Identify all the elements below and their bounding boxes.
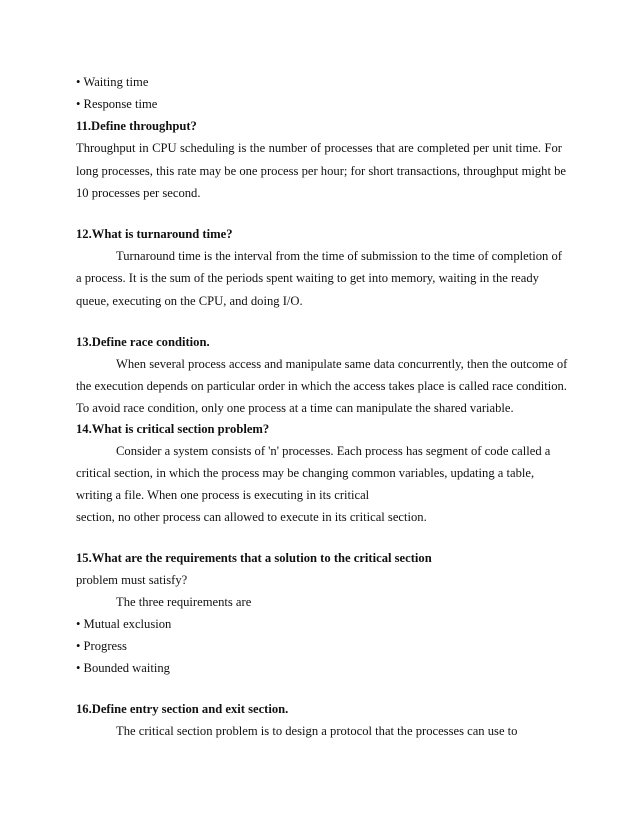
paragraph-line: the execution depends on particular order in which the access takes place is called race condition. [76,379,567,393]
heading-q15: 15.What are the requirements that a solution to the critical section [76,551,432,565]
paragraph-line: a process. It is the sum of the periods spent waiting to get into memory, waiting in the ready [76,271,539,285]
heading-q12: 12.What is turnaround time? [76,227,233,241]
paragraph-line: The three requirements are [116,595,252,609]
heading-q14: 14.What is critical section problem? [76,422,270,436]
paragraph-line: To avoid race condition, only one process at a time can manipulate the shared variable. [76,401,514,415]
heading-q16: 16.Define entry section and exit section. [76,702,289,716]
paragraph-line: Consider a system consists of 'n' processes. Each process has segment of code called a [116,444,551,458]
paragraph-line: queue, executing on the CPU, and doing I/O. [76,294,303,308]
paragraph-line: critical section, in which the process may be changing common variables, updating a table, [76,466,535,480]
heading-q13: 13.Define race condition. [76,335,210,349]
paragraph-line: problem must satisfy? [76,573,188,587]
bullet-mutual-exclusion: • Mutual exclusion [76,617,172,631]
paragraph-line: writing a file. When one process is executing in its critical [76,488,370,502]
bullet-waiting-time: • Waiting time [76,75,149,89]
paragraph-line: 10 processes per second. [76,186,201,200]
paragraph-line: Turnaround time is the interval from the time of submission to the time of completion of [116,249,562,263]
bullet-progress: • Progress [76,639,127,653]
bullet-bounded-waiting: • Bounded waiting [76,661,170,675]
heading-q11: 11.Define throughput? [76,119,197,133]
bullet-response-time: • Response time [76,97,158,111]
paragraph-line: section, no other process can allowed to execute in its critical section. [76,510,427,524]
paragraph-line: Throughput in CPU scheduling is the number of processes that are completed per unit time. For [76,141,562,155]
paragraph-line: The critical section problem is to design a protocol that the processes can use to [116,724,518,738]
paragraph-line: When several process access and manipulate same data concurrently, then the outcome of [116,357,568,371]
paragraph-line: long processes, this rate may be one process per hour; for short transactions, throughput might be [76,164,566,178]
